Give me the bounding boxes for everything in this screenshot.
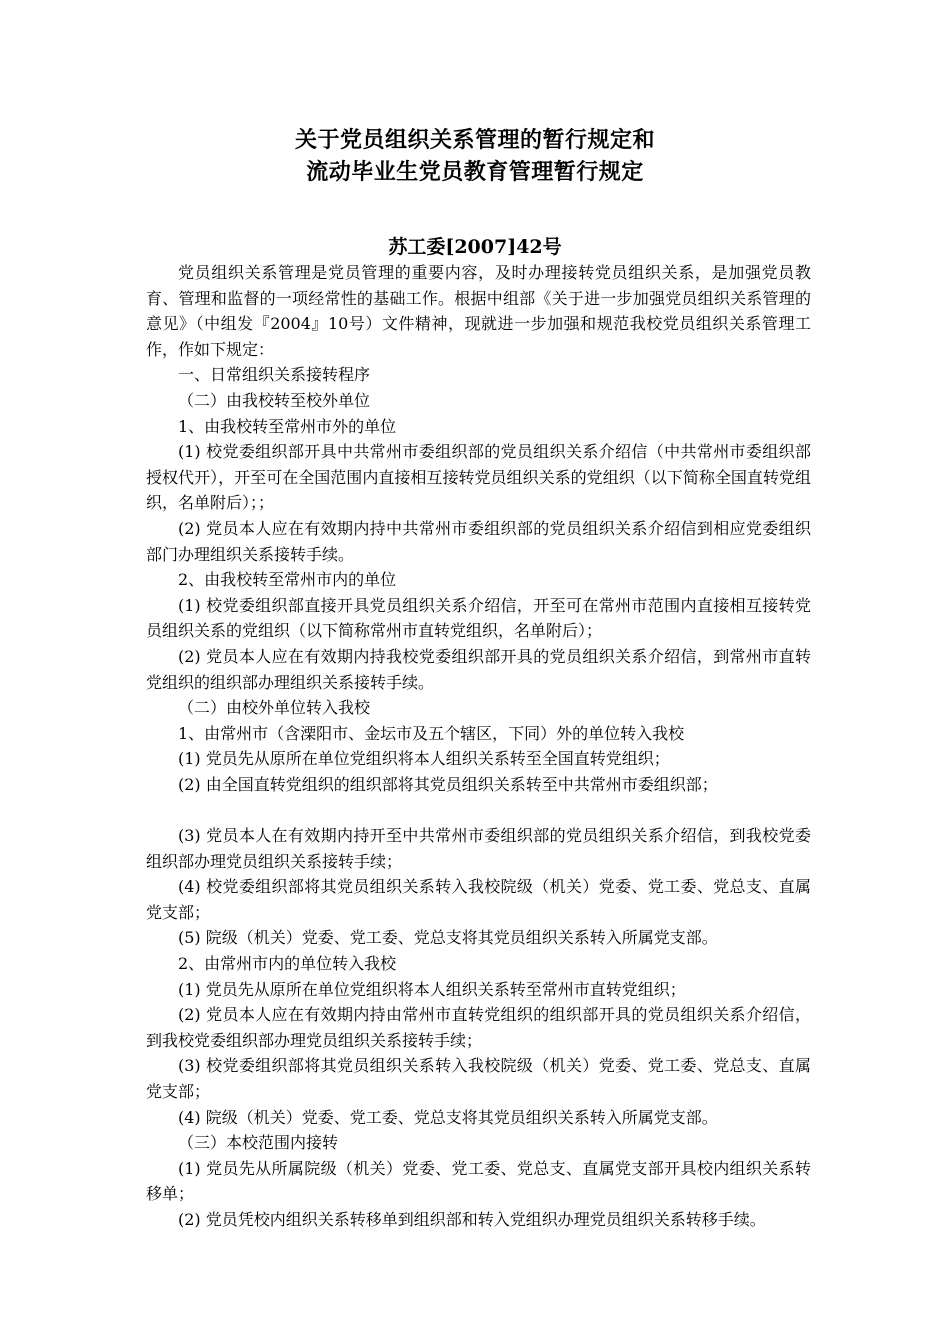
- section-heading: 一、日常组织关系接转程序: [178, 365, 371, 385]
- item-heading: 1、由常州市（含溧阳市、金坛市及五个辖区，下同）外的单位转入我校: [178, 723, 685, 743]
- list-item: (4) 院级（机关）党委、党工委、党总支将其党员组织关系转入所属党支部。: [178, 1107, 718, 1127]
- title-line-1: 关于党员组织关系管理的暂行规定和: [294, 127, 655, 153]
- list-item: (3) 党员本人在有效期内持开至中共常州市委组织部的党员组织关系介绍信，到我校党委组织部办理党员组织关系接转手续；: [146, 826, 811, 871]
- subsection-heading: （二）由校外单位转入我校: [178, 698, 371, 718]
- document-title: [0, 124, 950, 188]
- subsection-heading: （三）本校范围内接转: [178, 1133, 339, 1153]
- list-item: (5) 院级（机关）党委、党工委、党总支将其党员组织关系转入所属党支部。: [178, 928, 718, 948]
- list-item: (3) 校党委组织部将其党员组织关系转入我校院级（机关）党委、党工委、党总支、直属党支部；: [146, 1056, 811, 1101]
- list-item: (4) 校党委组织部将其党员组织关系转入我校院级（机关）党委、党工委、党总支、直属党支部；: [146, 877, 811, 922]
- list-item: (1) 校党委组织部直接开具党员组织关系介绍信，开至可在常州市范围内直接相互接转党员组织关系的党组织（以下简称常州市直转党组织，名单附后）；: [146, 595, 811, 641]
- list-item: (2) 党员本人应在有效期内持中共常州市委组织部的党员组织关系介绍信到相应党委组织部门办理组织关系接转手续。: [146, 518, 811, 564]
- blank-line: [146, 797, 811, 823]
- document-number: 苏工委[2007]42号: [388, 236, 562, 258]
- document-body: [146, 260, 811, 1233]
- list-item: (2) 由全国直转党组织的组织部将其党员组织关系转至中共常州市委组织部；: [178, 774, 718, 794]
- title-line-2: 流动毕业生党员教育管理暂行规定: [306, 159, 644, 185]
- list-item: (2) 党员凭校内组织关系转移单到组织部和转入党组织办理党员组织关系转移手续。: [178, 1209, 766, 1229]
- list-item: (1) 党员先从原所在单位党组织将本人组织关系转至全国直转党组织；: [178, 749, 670, 769]
- item-heading: 2、由常州市内的单位转入我校: [178, 954, 397, 974]
- item-heading: 1、由我校转至常州市外的单位: [178, 416, 397, 436]
- list-item: (1) 党员先从原所在单位党组织将本人组织关系转至常州市直转党组织；: [178, 979, 686, 999]
- list-item: (1) 党员先从所属院级（机关）党委、党工委、党总支、直属党支部开具校内组织关系转移单；: [146, 1158, 811, 1204]
- item-heading: 2、由我校转至常州市内的单位: [178, 570, 397, 590]
- list-item: (1) 校党委组织部开具中共常州市委组织部的党员组织关系介绍信（中共常州市委组织部授权代开），开至可在全国范围内直接相互接转党员组织关系的党组织（以下简称全国直转党组织，名单附后）；；: [146, 442, 811, 513]
- paragraph-intro: 党员组织关系管理是党员管理的重要内容，及时办理接转党员组织关系，是加强党员教育、管理和监督的一项经常性的基础工作。根据中组部《关于进一步加强党员组织关系管理的意见》（中组发『2004』10号）文件精神，现就进一步加强和规范我校党员组织关系管理工作，作如下规定：: [146, 263, 811, 359]
- list-item: (2) 党员本人应在有效期内持由常州市直转党组织的组织部开具的党员组织关系介绍信，到我校党委组织部办理党员组织关系接转手续；: [146, 1005, 811, 1050]
- list-item: (2) 党员本人应在有效期内持我校党委组织部开具的党员组织关系介绍信，到常州市直转党组织的组织部办理组织关系接转手续。: [146, 646, 811, 692]
- subsection-heading: （二）由我校转至校外单位: [178, 390, 371, 410]
